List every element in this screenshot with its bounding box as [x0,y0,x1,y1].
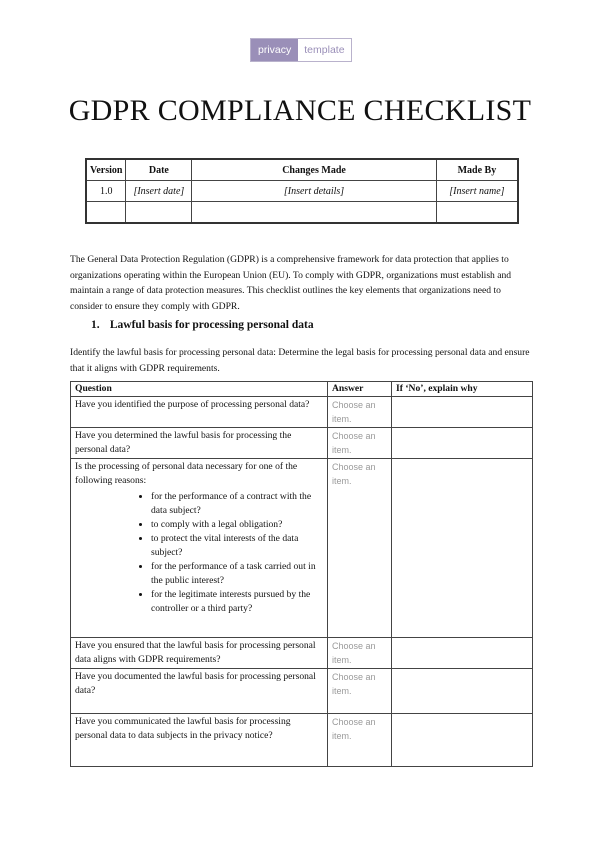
explain-cell[interactable] [392,428,533,459]
question-cell [71,459,328,638]
list-item: • for the legitimate interests pursued by the controller or a third party? [151,588,323,616]
explain-cell[interactable] [392,669,533,714]
question-cell: Have you communicated the lawful basis for processing personal data to data subjects in the privacy notice? [71,714,328,767]
logo-part-privacy: privacy [251,39,298,61]
empty-cell[interactable] [86,202,126,224]
table-row [71,397,533,428]
logo-part-template: template [298,39,350,61]
changes-value[interactable]: [Insert details] [192,181,437,202]
answer-dropdown[interactable]: Choose an item. [328,638,392,669]
empty-cell[interactable] [436,202,518,224]
page-title: GDPR COMPLIANCE CHECKLIST [68,94,532,127]
answer-dropdown[interactable]: Choose an item. [328,397,392,428]
section-heading [91,319,314,331]
explain-cell[interactable] [392,397,533,428]
section-number: 1. [91,319,100,331]
explain-cell[interactable] [392,638,533,669]
answer-dropdown[interactable]: Choose an item. [328,714,392,767]
table-row [71,638,533,669]
checklist-header-row [71,382,533,397]
table-row [71,459,533,638]
list-item: • for the performance of a task carried out in the public interest? [151,560,323,588]
question-cell: Have you determined the lawful basis for processing the personal data? [71,428,328,459]
answer-dropdown[interactable]: Choose an item. [328,459,392,638]
header-made-by: Made By [436,159,518,181]
question-cell: Have you documented the lawful basis for processing personal data? [71,669,328,714]
checklist-table [70,381,533,767]
answer-dropdown[interactable]: Choose an item. [328,428,392,459]
list-item: • to protect the vital interests of the data subject? [151,532,323,560]
empty-cell[interactable] [192,202,437,224]
answer-dropdown[interactable]: Choose an item. [328,669,392,714]
version-table-row [86,181,518,202]
section-intro: Identify the lawful basis for processing personal data: Determine the legal basis for processing personal data and ensure that it aligns with GDPR requirements. [70,347,530,374]
date-value[interactable]: [Insert date] [126,181,192,202]
list-item: • for the performance of a contract with the data subject? [151,490,323,518]
question-text: Is the processing of personal data necessary for one of the following reasons: [75,461,298,486]
intro-paragraph: The General Data Protection Regulation (GDPR) is a comprehensive framework for data protection that applies to organizations operating within the European Union (EU). To comply with GDPR, organizations must establish and maintain a range of data protection measures. This checklist outlines the key elements that organizations need to consider to ensure they comply with GDPR. [70,254,512,312]
version-value[interactable]: 1.0 [86,181,126,202]
empty-cell[interactable] [126,202,192,224]
header-date: Date [126,159,192,181]
table-row [71,669,533,714]
table-row [71,428,533,459]
header-changes-made: Changes Made [192,159,437,181]
question-cell: Have you identified the purpose of processing personal data? [71,397,328,428]
list-item: • to comply with a legal obligation? [151,518,323,532]
header-version: Version [86,159,126,181]
header-question: Question [71,382,328,397]
explain-cell[interactable] [392,459,533,638]
header-answer: Answer [328,382,392,397]
header-explain: If ‘No’, explain why [392,382,533,397]
section-title: Lawful basis for processing personal data [109,319,314,331]
table-row [71,714,533,767]
version-table [85,158,519,224]
brand-logo [250,38,352,62]
made-by-value[interactable]: [Insert name] [436,181,518,202]
explain-cell[interactable] [392,714,533,767]
reasons-list [75,490,323,616]
version-table-empty-row [86,202,518,224]
question-cell: Have you ensured that the lawful basis for processing personal data aligns with GDPR requirements? [71,638,328,669]
version-table-header-row [86,159,518,181]
